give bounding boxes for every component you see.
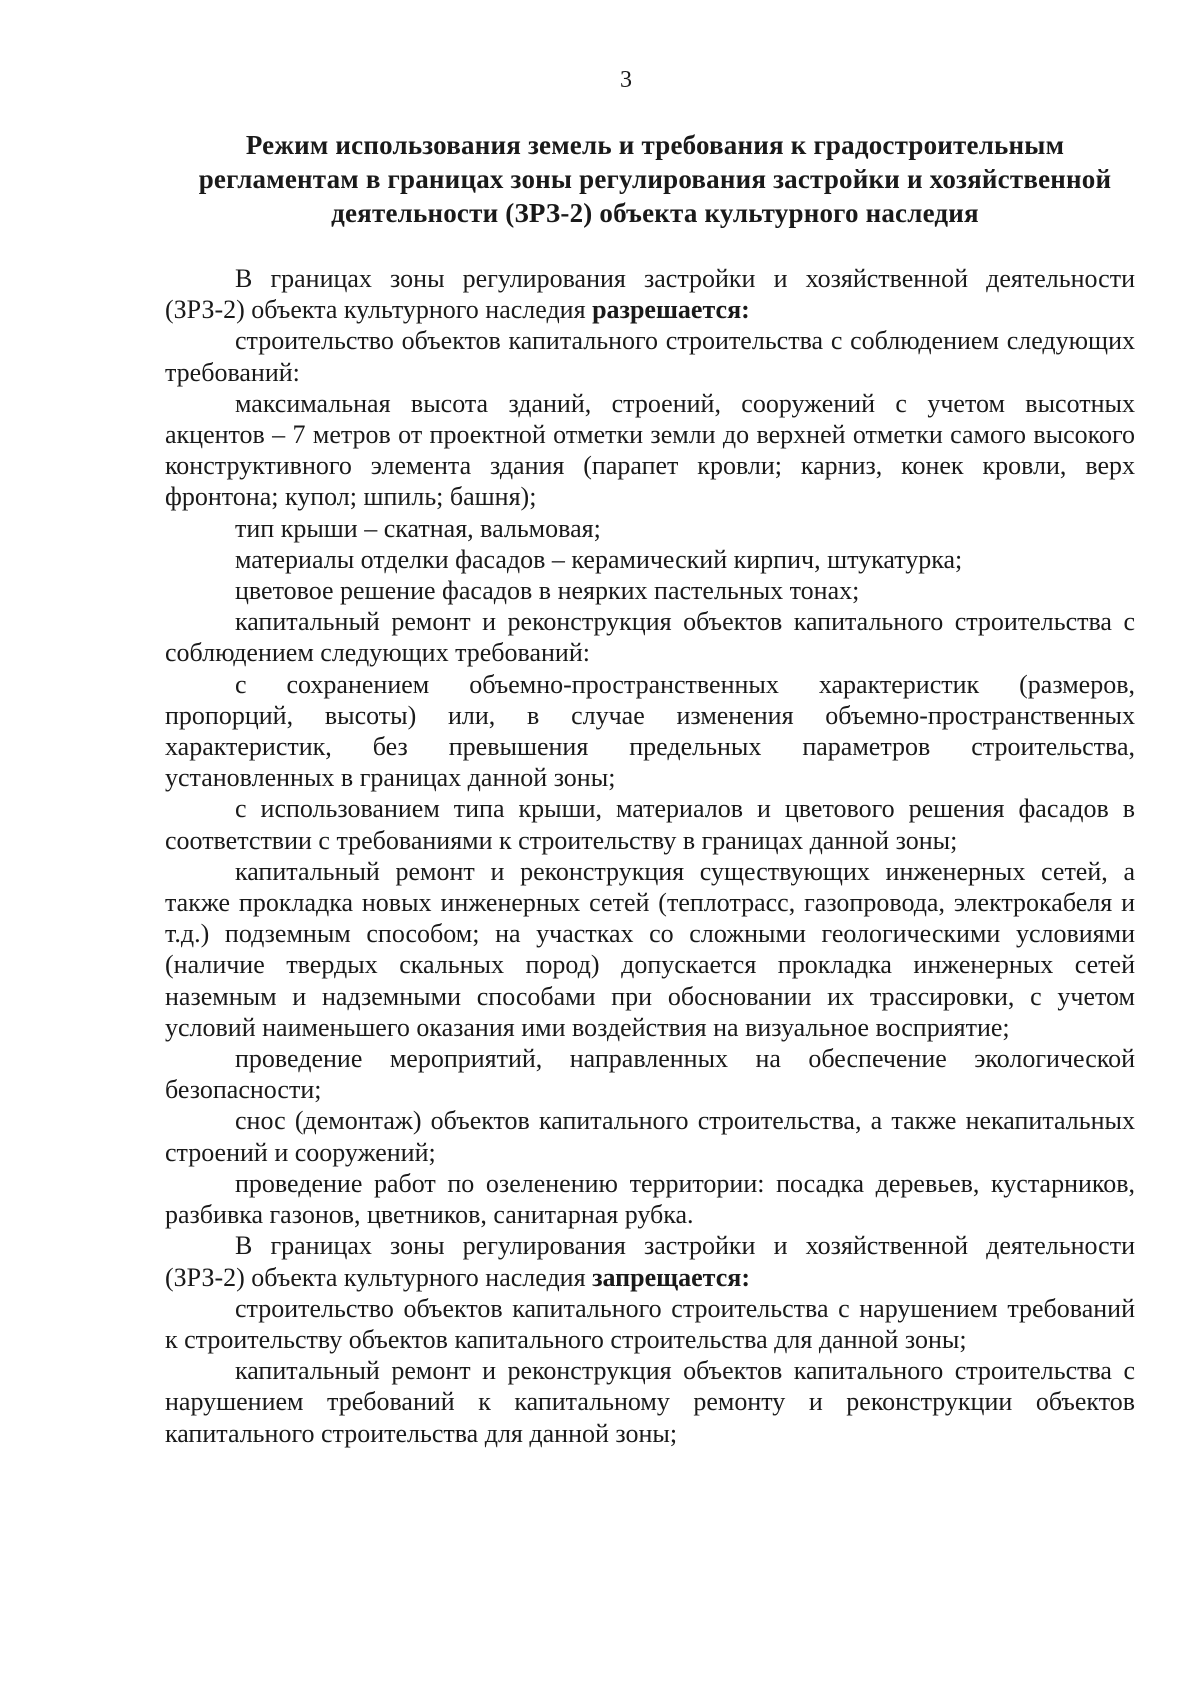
paragraph-text: цветовое решение фасадов в неярких пастельных тонах; (235, 576, 860, 606)
paragraph (165, 1230, 1135, 1292)
paragraph (165, 1355, 1135, 1449)
paragraph-text: тип крыши – скатная, вальмовая; (235, 513, 601, 543)
paragraph (165, 1105, 1135, 1167)
paragraph-emphasis: запрещается: (592, 1262, 750, 1292)
paragraph-text: максимальная высота зданий, строений, сооружений с учетом высотных акцентов – 7 метров от проектной отметки земли до верхней отметки самого высокого конструктивного элемента здания (парапет кровли; карниз, конек кровли, верх фронтона; купол; шпиль; башня); (165, 388, 1135, 512)
paragraph (165, 1168, 1135, 1230)
document-body (165, 263, 1135, 1449)
paragraph-text: капитальный ремонт и реконструкция объектов капитального строительства с соблюдением следующих требований: (165, 607, 1135, 668)
paragraph-text: капитальный ремонт и реконструкция существующих инженерных сетей, а также прокладка новых инженерных сетей (теплотрасс, газопровода, электрокабеля и т.д.) подземным способом; на участках со сложными геологическими условиями (наличие твердых скальных пород) допускается прокладка инженерных сетей наземным и надземными способами при обосновании их трассировки, с учетом условий наименьшего оказания ими воздействия на визуальное восприятие; (165, 856, 1135, 1042)
paragraph-text: материалы отделки фасадов – керамический кирпич, штукатурка; (235, 544, 963, 574)
paragraph-emphasis: разрешается: (592, 295, 750, 325)
paragraph (165, 388, 1135, 513)
paragraph-text: капитальный ремонт и реконструкция объектов капитального строительства с нарушением требований к капитальному ремонту и реконструкции объектов капитального строительства для данной зоны; (165, 1356, 1135, 1448)
paragraph (165, 325, 1135, 387)
paragraph (165, 793, 1135, 855)
paragraph-text: В границах зоны регулирования застройки и хозяйственной деятельности (ЗРЗ-2) объекта культурного наследия (165, 1231, 1135, 1292)
paragraph (165, 1293, 1135, 1355)
paragraph-text: снос (демонтаж) объектов капитального строительства, а также некапитальных строений и сооружений; (165, 1106, 1135, 1167)
paragraph (165, 575, 1135, 606)
paragraph-text: строительство объектов капитального строительства с нарушением требований к строительству объектов капитального строительства для данной зоны; (165, 1293, 1135, 1354)
paragraph (165, 669, 1135, 794)
paragraph (165, 544, 1135, 575)
paragraph (165, 606, 1135, 668)
paragraph (165, 1043, 1135, 1105)
paragraph (165, 513, 1135, 544)
paragraph (165, 263, 1135, 325)
paragraph-text: с использованием типа крыши, материалов и цветового решения фасадов в соответствии с требованиями к строительству в границах данной зоны; (165, 794, 1135, 855)
document-title: Режим использования земель и требования к градостроительным регламентам в границах зоны регулирования застройки и хозяйственной деятельности (ЗРЗ-2) объекта культурного наследия (198, 130, 1112, 228)
paragraph-text: строительство объектов капитального строительства с соблюдением следующих требований: (165, 326, 1135, 387)
paragraph-text: проведение мероприятий, направленных на обеспечение экологической безопасности; (165, 1044, 1135, 1105)
paragraph (165, 856, 1135, 1043)
page-number: 3 (620, 67, 632, 93)
paragraph-text: с сохранением объемно-пространственных характеристик (размеров, пропорций, высоты) или, в случае изменения объемно-пространственных характеристик, без превышения предельных параметров строительства, установленных в границах данной зоны; (165, 669, 1135, 793)
paragraph-text: В границах зоны регулирования застройки и хозяйственной деятельности (ЗРЗ-2) объекта культурного наследия (165, 264, 1135, 325)
paragraph-text: проведение работ по озеленению территории: посадка деревьев, кустарников, разбивка газонов, цветников, санитарная рубка. (165, 1168, 1135, 1230)
